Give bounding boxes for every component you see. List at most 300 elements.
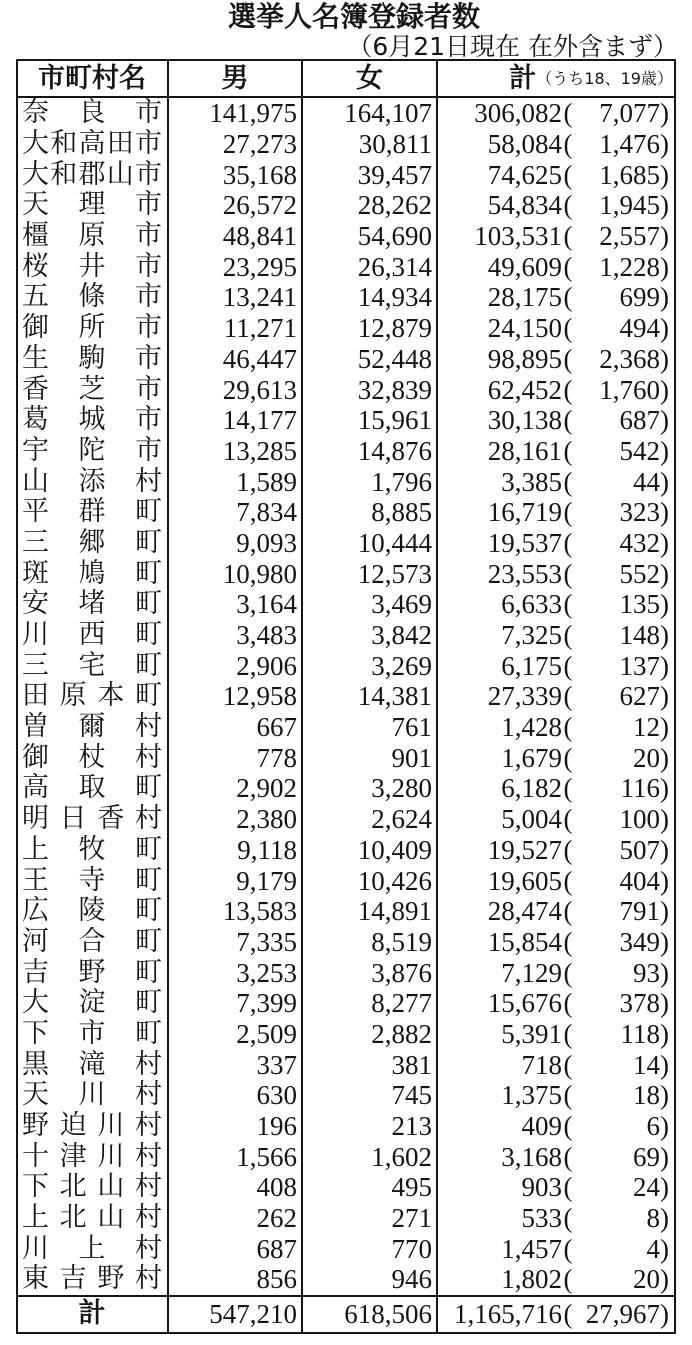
municipality-cell: [18, 1080, 169, 1111]
total-cell: [438, 988, 674, 1019]
municipality-name: 生駒市: [22, 343, 162, 374]
male-count: 2,902: [169, 773, 303, 804]
paren-close: ): [660, 374, 669, 405]
female-count: 1,602: [303, 1141, 438, 1172]
table-row: [18, 927, 674, 958]
female-count: 52,448: [303, 344, 438, 375]
paren-open: (: [563, 1111, 573, 1142]
age-18-19-count: 1,760: [599, 374, 660, 405]
female-count: 3,469: [303, 589, 438, 620]
municipality-cell: [18, 282, 169, 313]
municipality-cell: [18, 896, 169, 927]
age-18-19-count: 20: [633, 742, 660, 773]
male-count: 667: [169, 712, 303, 743]
male-count: 408: [169, 1172, 303, 1203]
total-count: 74,625: [487, 159, 562, 190]
total-cell: [438, 344, 674, 375]
municipality-cell: [18, 957, 169, 988]
female-count: 901: [303, 742, 438, 773]
paren-close: ): [660, 896, 669, 927]
table-row: [18, 1080, 674, 1111]
paren-open: (: [563, 804, 573, 835]
municipality-cell: [18, 1172, 169, 1203]
paren-open: (: [563, 681, 573, 712]
paren-close: ): [660, 620, 669, 651]
age-18-19-count: 137: [619, 650, 660, 681]
total-count: 19,537: [487, 527, 562, 558]
municipality-name: 天理市: [22, 190, 162, 221]
age-18-19-count: 12: [633, 712, 660, 743]
paren-open: (: [563, 374, 573, 405]
table-row: [18, 1203, 674, 1234]
paren-open: (: [563, 1172, 573, 1203]
municipality-name: 葛城市: [22, 404, 162, 436]
total-count: 54,834: [487, 190, 562, 221]
municipality-name: 御所市: [22, 312, 162, 344]
age-18-19-count: 148: [619, 620, 660, 651]
age-18-19-count: 20: [633, 1264, 660, 1295]
total-count: 16,719: [487, 497, 562, 528]
municipality-cell: [18, 528, 169, 559]
total-count: 5,004: [501, 804, 562, 835]
age-18-19-count: 349: [619, 926, 660, 957]
municipality-name: 野迫川村: [22, 1110, 162, 1142]
male-count: 13,583: [169, 896, 303, 927]
table-row: [18, 1172, 674, 1203]
total-count: 1,802: [501, 1264, 562, 1295]
paren-close: ): [660, 313, 669, 344]
paren-open: (: [563, 98, 573, 129]
paren-close: ): [660, 1264, 669, 1295]
paren-close: ): [660, 190, 669, 221]
total-cell: [438, 190, 674, 221]
municipality-name: 橿原市: [22, 220, 162, 252]
total-count: 1,679: [501, 742, 562, 773]
female-count: 12,573: [303, 558, 438, 589]
total-count: 23,553: [487, 558, 562, 589]
age-18-19-count: 14: [633, 1049, 660, 1080]
table-row: [18, 129, 674, 160]
paren-open: (: [563, 159, 573, 190]
female-count: 8,885: [303, 497, 438, 528]
female-count: 495: [303, 1172, 438, 1203]
age-18-19-count: 116: [620, 773, 660, 804]
paren-close: ): [660, 343, 669, 374]
female-count: 745: [303, 1080, 438, 1111]
municipality-name: 三宅町: [22, 650, 162, 681]
table-subtitle: （6月21日現在 在外含まず）: [347, 32, 678, 61]
total-cell: [438, 1203, 674, 1234]
municipality-cell: [18, 159, 169, 190]
total-cell: [438, 1049, 674, 1080]
age-18-19-count: 1,476: [599, 129, 660, 160]
total-count: 903: [521, 1172, 562, 1203]
male-count: 687: [169, 1233, 303, 1264]
age-18-19-count: 24: [633, 1172, 660, 1203]
age-18-19-count: 135: [619, 589, 660, 620]
female-count: 26,314: [303, 251, 438, 282]
total-count: 49,609: [487, 251, 562, 282]
male-count: 27,273: [169, 129, 303, 160]
table-row: [18, 528, 674, 559]
female-count: 213: [303, 1111, 438, 1142]
male-count: 2,906: [169, 650, 303, 681]
table-row: [18, 405, 674, 436]
female-count: 946: [303, 1264, 438, 1295]
paren-close: ): [660, 221, 669, 252]
total-cell: [438, 1264, 674, 1295]
total-count: 15,854: [487, 926, 562, 957]
municipality-name: 上牧町: [22, 834, 162, 865]
paren-close: ): [660, 282, 669, 313]
municipality-name: 吉野町: [22, 957, 162, 988]
male-count: 13,285: [169, 436, 303, 467]
municipality-cell: [18, 374, 169, 405]
male-count: 46,447: [169, 344, 303, 375]
male-count: 26,572: [169, 190, 303, 221]
paren-close: ): [660, 497, 669, 528]
municipality-name: 下北山村: [22, 1172, 162, 1203]
male-count: 7,834: [169, 497, 303, 528]
municipality-name: 高取町: [22, 773, 162, 804]
municipality-cell: [18, 835, 169, 866]
municipality-name: 大和高田市: [22, 128, 162, 160]
total-count: 6,175: [501, 650, 562, 681]
paren-open: (: [563, 742, 573, 773]
total-cell: [438, 313, 674, 344]
female-count: 3,842: [303, 620, 438, 651]
total-count: 28,474: [487, 896, 562, 927]
paren-close: ): [660, 681, 669, 712]
municipality-cell: [18, 927, 169, 958]
female-count: 28,262: [303, 190, 438, 221]
total-cell: [438, 835, 674, 866]
table-row: [18, 221, 674, 252]
age-18-19-count: 378: [619, 988, 660, 1019]
age-18-19-count: 791: [619, 896, 660, 927]
male-count: 778: [169, 742, 303, 773]
total-cell: [438, 98, 674, 129]
paren-open: (: [563, 1203, 573, 1234]
municipality-name: 曽爾村: [22, 711, 162, 743]
female-total: 618,506: [303, 1297, 438, 1332]
total-cell: [438, 589, 674, 620]
female-count: 30,811: [303, 129, 438, 160]
male-count: 141,975: [169, 98, 303, 129]
table-row: [18, 1049, 674, 1080]
table-row: [18, 589, 674, 620]
total-cell: [438, 742, 674, 773]
municipality-name: 川西町: [22, 619, 162, 651]
municipality-name: 東吉野村: [22, 1264, 162, 1295]
male-count: 3,164: [169, 589, 303, 620]
grand-total-count: 1,165,716: [454, 1299, 562, 1330]
paren-open: (: [563, 129, 573, 160]
total-cell: [438, 896, 674, 927]
paren-close: ): [660, 650, 669, 681]
paren-close: ): [660, 804, 669, 835]
total-cell: [438, 681, 674, 712]
age-18-19-count: 507: [619, 834, 660, 865]
age-18-19-count: 69: [633, 1141, 660, 1172]
municipality-cell: [18, 129, 169, 160]
female-count: 12,879: [303, 313, 438, 344]
total-count: 28,161: [487, 435, 562, 466]
municipality-name: 香芝市: [22, 374, 162, 405]
female-count: 761: [303, 712, 438, 743]
total-count: 5,391: [501, 1018, 562, 1049]
total-cell: [438, 159, 674, 190]
municipality-cell: [18, 558, 169, 589]
municipality-name: 田原本町: [22, 681, 162, 712]
municipality-cell: [18, 712, 169, 743]
total-count: 103,531: [474, 221, 562, 252]
voter-registration-table: [16, 59, 676, 1334]
total-cell: [438, 1019, 674, 1050]
age-18-19-count: 1,228: [599, 251, 660, 282]
total-count: 30,138: [487, 405, 562, 436]
total-count: 6,182: [501, 773, 562, 804]
age-18-19-count: 100: [619, 804, 660, 835]
municipality-name: 川上村: [22, 1233, 162, 1264]
total-count: 409: [521, 1111, 562, 1142]
male-count: 9,093: [169, 528, 303, 559]
paren-open: (: [563, 282, 573, 313]
total-cell: [438, 1141, 674, 1172]
municipality-name: 十津川村: [22, 1141, 162, 1172]
municipality-cell: [18, 1203, 169, 1234]
total-cell: [438, 620, 674, 651]
table-row: [18, 497, 674, 528]
total-count: 6,633: [501, 589, 562, 620]
table-row: [18, 558, 674, 589]
male-count: 856: [169, 1264, 303, 1295]
total-cell: [438, 436, 674, 467]
male-count: 12,958: [169, 681, 303, 712]
table-row: [18, 1111, 674, 1142]
header-total: [438, 61, 674, 96]
table-row: [18, 988, 674, 1019]
header-total-note: （うち18、19歳）: [536, 68, 673, 88]
male-count: 23,295: [169, 251, 303, 282]
male-count: 7,399: [169, 988, 303, 1019]
paren-close: ): [660, 1049, 669, 1080]
total-cell: [438, 558, 674, 589]
paren-open: (: [563, 313, 573, 344]
age-18-19-count: 93: [633, 957, 660, 988]
municipality-name: 安堵町: [22, 589, 162, 620]
table-row: [18, 712, 674, 743]
age-18-19-count: 687: [619, 405, 660, 436]
municipality-cell: [18, 620, 169, 651]
age-18-19-count: 8: [646, 1203, 660, 1234]
total-cell: [438, 251, 674, 282]
female-count: 381: [303, 1049, 438, 1080]
total-count: 15,676: [487, 988, 562, 1019]
table-row: [18, 374, 674, 405]
male-count: 7,335: [169, 927, 303, 958]
paren-open: (: [563, 251, 573, 282]
table-row: [18, 344, 674, 375]
age-18-19-count: 4: [646, 1233, 660, 1264]
table-title: 選挙人名簿登録者数: [227, 0, 480, 33]
municipality-cell: [18, 650, 169, 681]
total-count: 19,605: [487, 865, 562, 896]
table-row: [18, 98, 674, 129]
male-count: 48,841: [169, 221, 303, 252]
municipality-name: 明日香村: [22, 803, 162, 835]
age-18-19-count: 1,685: [599, 159, 660, 190]
male-count: 14,177: [169, 405, 303, 436]
paren-open: (: [563, 435, 573, 466]
municipality-name: 山添村: [22, 466, 162, 497]
paren-open: (: [563, 1018, 573, 1049]
paren-open: (: [563, 1080, 573, 1111]
paren-close: ): [660, 957, 669, 988]
table-row: [18, 251, 674, 282]
female-count: 3,280: [303, 773, 438, 804]
table-row: [18, 1264, 674, 1295]
header-municipality: 市町村名: [18, 61, 169, 96]
female-count: 164,107: [303, 98, 438, 129]
municipality-cell: [18, 313, 169, 344]
table-row: [18, 620, 674, 651]
municipality-cell: [18, 589, 169, 620]
total-count: 306,082: [474, 98, 562, 129]
total-label: 計: [18, 1297, 169, 1332]
municipality-cell: [18, 405, 169, 436]
female-count: 10,409: [303, 835, 438, 866]
age-18-19-count: 323: [619, 497, 660, 528]
age-18-19-count: 6: [646, 1111, 660, 1142]
municipality-cell: [18, 344, 169, 375]
male-count: 29,613: [169, 374, 303, 405]
female-count: 54,690: [303, 221, 438, 252]
female-count: 15,961: [303, 405, 438, 436]
paren-open: (: [563, 1141, 573, 1172]
municipality-cell: [18, 221, 169, 252]
total-count: 7,325: [501, 620, 562, 651]
total-cell: [438, 712, 674, 743]
age-18-19-count: 552: [619, 558, 660, 589]
male-count: 196: [169, 1111, 303, 1142]
age-18-19-count: 2,368: [599, 343, 660, 374]
paren-open: (: [563, 926, 573, 957]
paren-open: (: [563, 957, 573, 988]
total-count: 3,168: [501, 1141, 562, 1172]
total-count: 3,385: [501, 466, 562, 497]
total-cell: [438, 466, 674, 497]
age-18-19-count: 18: [633, 1080, 660, 1111]
total-count: 1,428: [501, 712, 562, 743]
female-count: 8,277: [303, 988, 438, 1019]
age-18-19-count: 404: [619, 865, 660, 896]
paren-open: (: [563, 343, 573, 374]
total-cell: [438, 957, 674, 988]
municipality-name: 上北山村: [22, 1202, 162, 1234]
table-row: [18, 896, 674, 927]
total-cell: [438, 804, 674, 835]
municipality-name: 王寺町: [22, 865, 162, 896]
header-female: 女: [303, 61, 438, 96]
total-cell: [438, 221, 674, 252]
total-count: 1,375: [501, 1080, 562, 1111]
table-row: [18, 159, 674, 190]
table-row: [18, 742, 674, 773]
total-count: 58,084: [487, 129, 562, 160]
male-count: 35,168: [169, 159, 303, 190]
total-count: 19,527: [487, 834, 562, 865]
municipality-cell: [18, 1019, 169, 1050]
table-row: [18, 1141, 674, 1172]
female-count: 8,519: [303, 927, 438, 958]
female-count: 14,876: [303, 436, 438, 467]
municipality-cell: [18, 988, 169, 1019]
female-count: 14,381: [303, 681, 438, 712]
table-row: [18, 804, 674, 835]
age-18-19-count: 432: [619, 527, 660, 558]
paren-open: (: [563, 620, 573, 651]
table-row: [18, 1233, 674, 1264]
paren-open: (: [563, 712, 573, 743]
paren-open: (: [563, 650, 573, 681]
municipality-name: 斑鳩町: [22, 558, 162, 589]
table-row: [18, 650, 674, 681]
paren-open: (: [563, 988, 573, 1019]
paren-close: ): [660, 558, 669, 589]
total-count: 27,339: [487, 681, 562, 712]
municipality-name: 天川村: [22, 1080, 162, 1111]
age-18-19-count: 7,077: [599, 98, 660, 129]
municipality-name: 河合町: [22, 926, 162, 957]
municipality-name: 下市町: [22, 1018, 162, 1049]
age-18-19-count: 1,945: [599, 190, 660, 221]
paren-close: ): [660, 589, 669, 620]
paren-close: ): [660, 926, 669, 957]
table-row: [18, 436, 674, 467]
male-count: 262: [169, 1203, 303, 1234]
total-cell: [438, 927, 674, 958]
total-cell: [438, 1233, 674, 1264]
grand-total-cell: [438, 1297, 674, 1332]
paren-close: ): [660, 742, 669, 773]
municipality-cell: [18, 773, 169, 804]
paren-open: (: [563, 896, 573, 927]
paren-open: (: [563, 527, 573, 558]
total-cell: [438, 282, 674, 313]
paren-close: ): [660, 1233, 669, 1264]
female-count: 3,269: [303, 650, 438, 681]
female-count: 32,839: [303, 374, 438, 405]
paren-open: (: [563, 773, 573, 804]
paren-close: ): [660, 1299, 669, 1330]
paren-close: ): [660, 129, 669, 160]
municipality-name: 平群町: [22, 496, 162, 528]
table-row: [18, 865, 674, 896]
paren-close: ): [660, 405, 669, 436]
total-count: 62,452: [487, 374, 562, 405]
male-count: 13,241: [169, 282, 303, 313]
municipality-cell: [18, 436, 169, 467]
municipality-name: 御杖村: [22, 742, 162, 773]
table-row: [18, 835, 674, 866]
male-count: 11,271: [169, 313, 303, 344]
paren-open: (: [563, 1049, 573, 1080]
total-count: 1,457: [501, 1233, 562, 1264]
age-18-19-count: 699: [619, 282, 660, 313]
female-count: 271: [303, 1203, 438, 1234]
total-cell: [438, 773, 674, 804]
